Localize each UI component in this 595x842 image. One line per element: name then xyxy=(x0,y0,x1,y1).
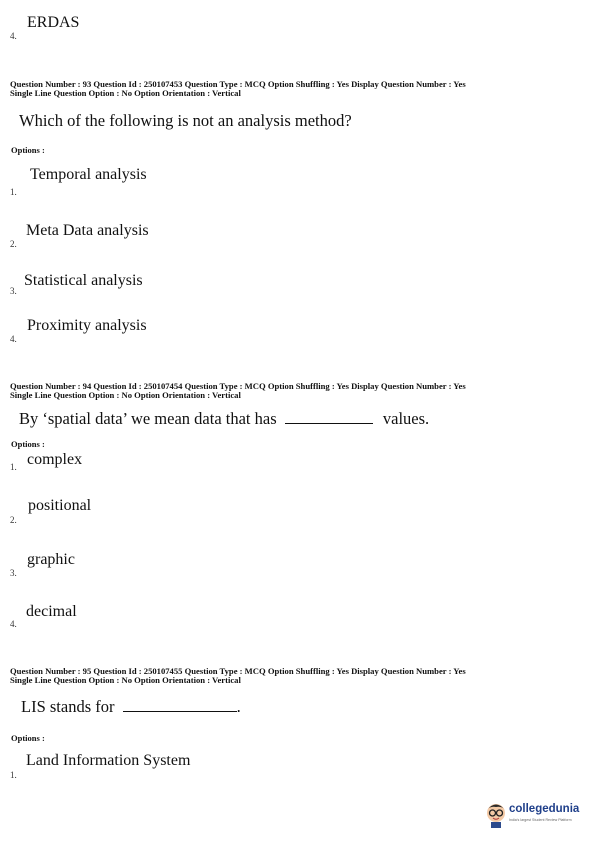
q95-question-text xyxy=(21,697,241,717)
prev-option-number: 4. xyxy=(10,31,17,41)
q94-option-2-text[interactable]: positional xyxy=(28,497,92,514)
q95-meta-line2: Single Line Question Option : No Option Orientation : Vertical xyxy=(10,675,241,685)
q93-option-1-text[interactable]: Temporal analysis xyxy=(30,166,147,183)
q94-option-4-number: 4. xyxy=(10,619,17,629)
brand-tagline: India's largest Student Review Platform xyxy=(509,818,572,822)
q93-option-4-text[interactable]: Proximity analysis xyxy=(27,317,147,334)
q94-option-2-number: 2. xyxy=(10,515,17,525)
q93-option-1-number: 1. xyxy=(10,187,17,197)
q94-option-1-number: 1. xyxy=(10,462,17,472)
q93-option-4-number: 4. xyxy=(10,334,17,344)
q93-option-3-text[interactable]: Statistical analysis xyxy=(24,272,143,289)
q94-option-3-text[interactable]: graphic xyxy=(27,551,75,568)
q94-question-text xyxy=(19,409,429,429)
q93-option-2-text[interactable]: Meta Data analysis xyxy=(26,222,149,239)
prev-option-text: ERDAS xyxy=(27,14,80,31)
mascot-icon xyxy=(484,801,508,829)
q95-option-1-text[interactable]: Land Information System xyxy=(26,752,191,769)
q95-option-1-number: 1. xyxy=(10,770,17,780)
q94-option-1-text[interactable]: complex xyxy=(27,451,83,468)
collegedunia-logo xyxy=(484,799,590,833)
brand-name: collegedunia xyxy=(509,803,580,815)
q95-options-label: Options : xyxy=(11,733,45,743)
q95-question-text-after: . xyxy=(236,697,241,716)
q95-answer-blank xyxy=(123,698,237,712)
q94-question-text-after: values. xyxy=(382,409,430,428)
q95-meta-line1: Question Number : 95 Question Id : 250107455 Question Type : MCQ Option Shuffling : Yes Display Question Number : Yes xyxy=(10,666,466,676)
q94-option-4-text[interactable]: decimal xyxy=(26,603,77,620)
q93-meta-line1: Question Number : 93 Question Id : 250107453 Question Type : MCQ Option Shuffling : Yes Display Question Number : Yes xyxy=(10,79,466,89)
q94-meta-line2: Single Line Question Option : No Option Orientation : Vertical xyxy=(10,390,241,400)
q94-option-3-number: 3. xyxy=(10,568,17,578)
q94-meta-line1: Question Number : 94 Question Id : 250107454 Question Type : MCQ Option Shuffling : Yes Display Question Number : Yes xyxy=(10,381,466,391)
q93-options-label: Options : xyxy=(11,145,45,155)
q94-question-text-before: By ‘spatial data’ we mean data that has xyxy=(19,409,277,428)
q93-option-3-number: 3. xyxy=(10,286,17,296)
q93-meta-line2: Single Line Question Option : No Option Orientation : Vertical xyxy=(10,88,241,98)
q94-answer-blank xyxy=(285,410,373,424)
q95-question-text-before: LIS stands for xyxy=(21,697,115,716)
q93-option-2-number: 2. xyxy=(10,239,17,249)
q93-question-text: Which of the following is not an analysis method? xyxy=(19,111,352,130)
q94-options-label: Options : xyxy=(11,439,45,449)
